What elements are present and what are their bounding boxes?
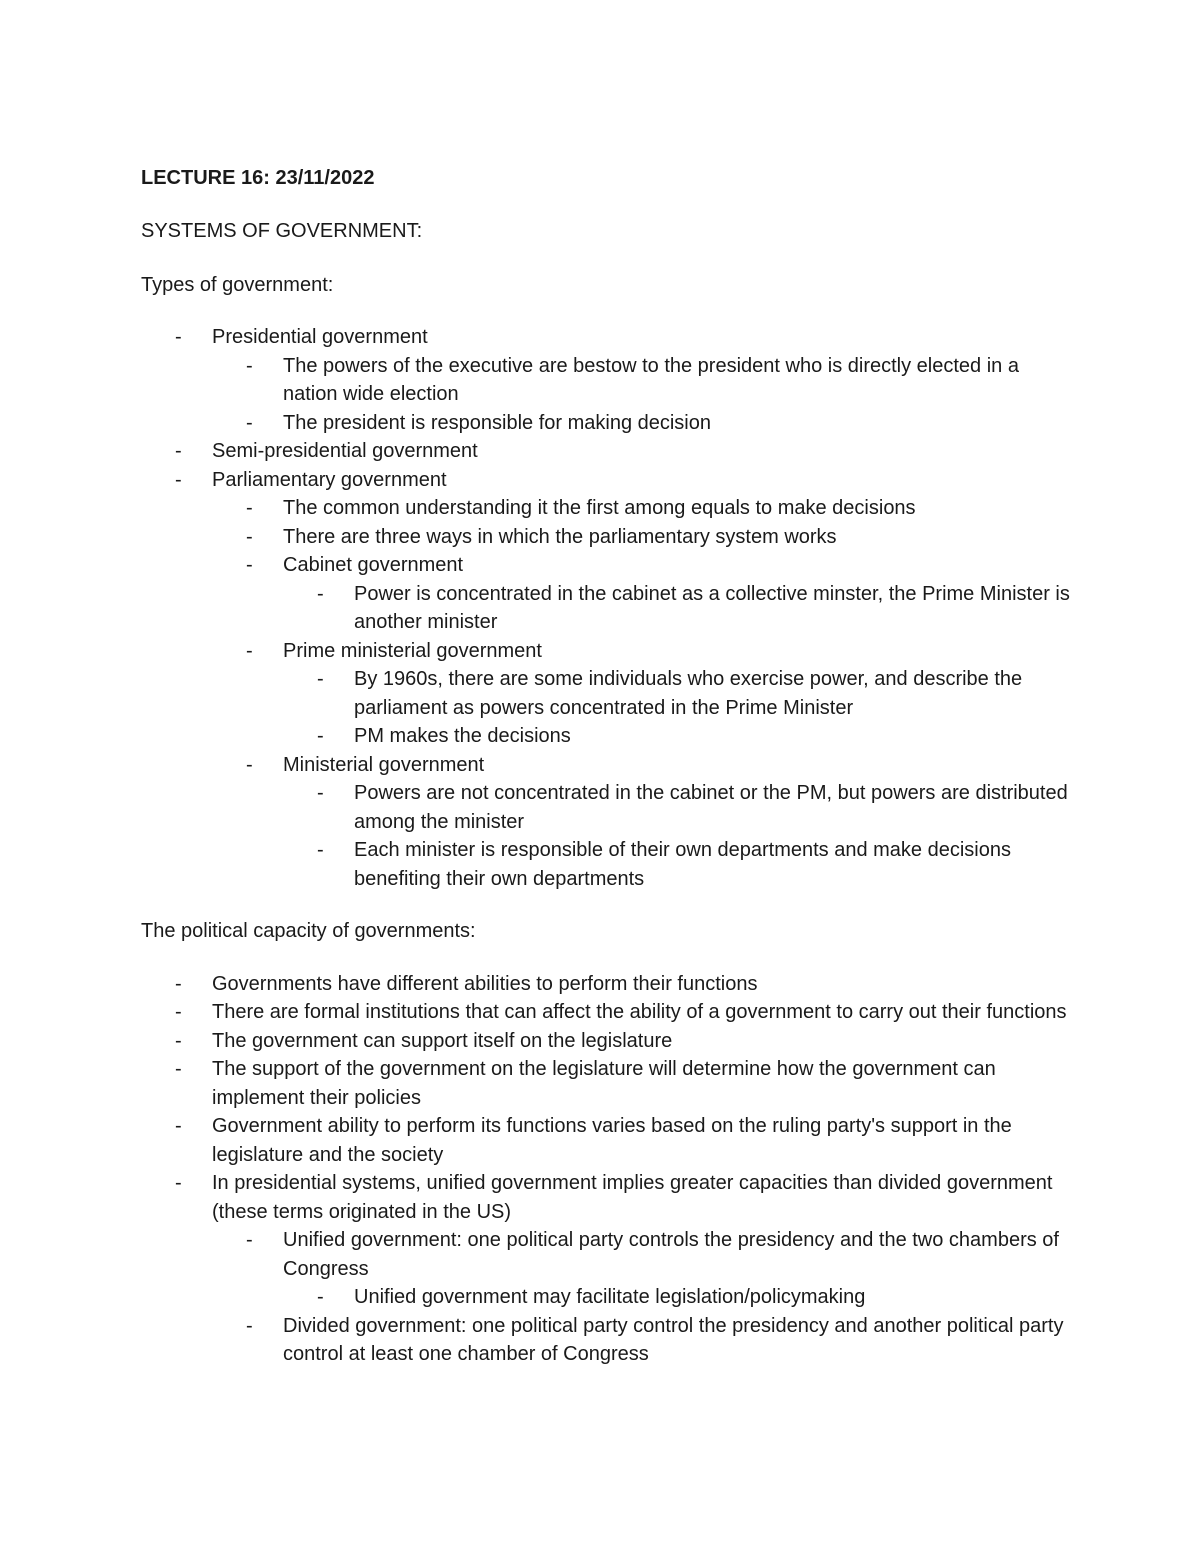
list-item-text: Cabinet government [283, 554, 464, 576]
list-item-text: The powers of the executive are bestow to the president who is directly elected in a nation wide election [283, 354, 1019, 405]
list-item [283, 836, 1071, 893]
bullet-dash: - [175, 1001, 182, 1023]
list-item-text: The president is responsible for making decision [283, 411, 711, 434]
list-item [283, 580, 1071, 637]
list-item [212, 637, 1071, 751]
bullet-dash: - [175, 1029, 182, 1052]
bullet-dash: - [175, 1058, 182, 1080]
document-page [141, 164, 1071, 1369]
bullet-list-level-1 [141, 323, 1071, 893]
types-list [141, 323, 1071, 893]
bullet-dash: - [317, 725, 324, 747]
list-item-text: Unified government: one political party controls the presidency and the two chambers of Congress [283, 1229, 1059, 1280]
bullet-list-level-2 [212, 352, 1071, 438]
bullet-dash: - [246, 411, 253, 434]
lecture-title: LECTURE 16: 23/11/2022 [141, 167, 375, 189]
list-item [141, 970, 1071, 999]
list-item [212, 751, 1071, 894]
list-item-text: The government can support itself on the legislature [212, 1029, 673, 1052]
list-item [141, 437, 1071, 466]
list-item-text: The common understanding it the first among equals to make decisions [283, 497, 916, 519]
list-item [212, 409, 1071, 438]
list-item [212, 494, 1071, 523]
list-item [141, 998, 1071, 1027]
bullet-dash: - [246, 554, 253, 576]
list-item [141, 1055, 1071, 1112]
list-item [212, 523, 1071, 552]
list-item-text: PM makes the decisions [354, 725, 571, 747]
bullet-dash: - [246, 354, 253, 377]
bullet-dash: - [317, 582, 324, 605]
list-item [141, 323, 1071, 437]
bullet-list-level-3 [283, 665, 1071, 751]
list-item [212, 1226, 1071, 1312]
bullet-list-level-2 [212, 1226, 1071, 1369]
list-item-text: In presidential systems, unified government implies greater capacities than divided government (these terms originated in the US) [212, 1172, 1053, 1223]
list-item [283, 665, 1071, 722]
list-item-text: Unified government may facilitate legislation/policymaking [354, 1286, 866, 1308]
bullet-dash: - [175, 1115, 182, 1137]
bullet-dash: - [246, 639, 253, 662]
list-item [212, 352, 1071, 409]
list-item-text: The support of the government on the legislature will determine how the government can implement their policies [212, 1058, 996, 1109]
bullet-dash: - [175, 326, 182, 348]
list-item [141, 466, 1071, 894]
bullet-dash: - [317, 1286, 324, 1308]
list-item [141, 1169, 1071, 1369]
list-item-text: Each minister is responsible of their own departments and make decisions benefiting their own departments [354, 839, 1011, 890]
list-item [283, 722, 1071, 751]
list-item-text: There are formal institutions that can affect the ability of a government to carry out their functions [212, 1001, 1067, 1023]
list-item-text: Government ability to perform its functions varies based on the ruling party's support in the legislature and the society [212, 1115, 1012, 1166]
section-heading: SYSTEMS OF GOVERNMENT: [141, 220, 423, 242]
bullet-dash: - [317, 782, 324, 804]
bullet-dash: - [246, 525, 253, 548]
bullet-dash: - [175, 972, 182, 995]
bullet-dash: - [246, 1314, 253, 1337]
bullet-dash: - [175, 468, 182, 491]
list-item-text: By 1960s, there are some individuals who exercise power, and describe the parliament as powers concentrated in the Prime Minister [354, 668, 1023, 719]
bullet-dash: - [246, 753, 253, 776]
capacity-list [141, 970, 1071, 1369]
bullet-list-level-3 [283, 580, 1071, 637]
list-item-text: Ministerial government [283, 753, 485, 776]
bullet-list-level-3 [283, 1283, 1071, 1312]
types-label: Types of government: [141, 273, 334, 296]
bullet-list-level-2 [212, 494, 1071, 893]
list-item-text: Semi-presidential government [212, 440, 478, 462]
list-item-text: Presidential government [212, 326, 428, 348]
capacity-label: The political capacity of governments: [141, 920, 476, 942]
list-item [212, 1312, 1071, 1369]
bullet-dash: - [317, 668, 324, 690]
list-item [283, 1283, 1071, 1312]
list-item [283, 779, 1071, 836]
bullet-dash: - [175, 1172, 182, 1194]
list-item-text: Divided government: one political party control the presidency and another political party control at least one chamber of Congress [283, 1314, 1064, 1365]
bullet-list-level-3 [283, 779, 1071, 893]
list-item [141, 1112, 1071, 1169]
bullet-dash: - [246, 497, 253, 519]
list-item-text: Power is concentrated in the cabinet as a collective minster, the Prime Minister is another minister [354, 582, 1070, 633]
list-item-text: Prime ministerial government [283, 639, 542, 662]
list-item-text: There are three ways in which the parliamentary system works [283, 525, 837, 548]
list-item [212, 551, 1071, 637]
list-item-text: Parliamentary government [212, 468, 447, 491]
bullet-dash: - [317, 839, 324, 861]
bullet-dash: - [246, 1229, 253, 1251]
bullet-list-level-1 [141, 970, 1071, 1369]
list-item-text: Governments have different abilities to perform their functions [212, 972, 758, 995]
bullet-dash: - [175, 440, 182, 462]
list-item [141, 1027, 1071, 1056]
list-item-text: Powers are not concentrated in the cabinet or the PM, but powers are distributed among the minister [354, 782, 1068, 833]
